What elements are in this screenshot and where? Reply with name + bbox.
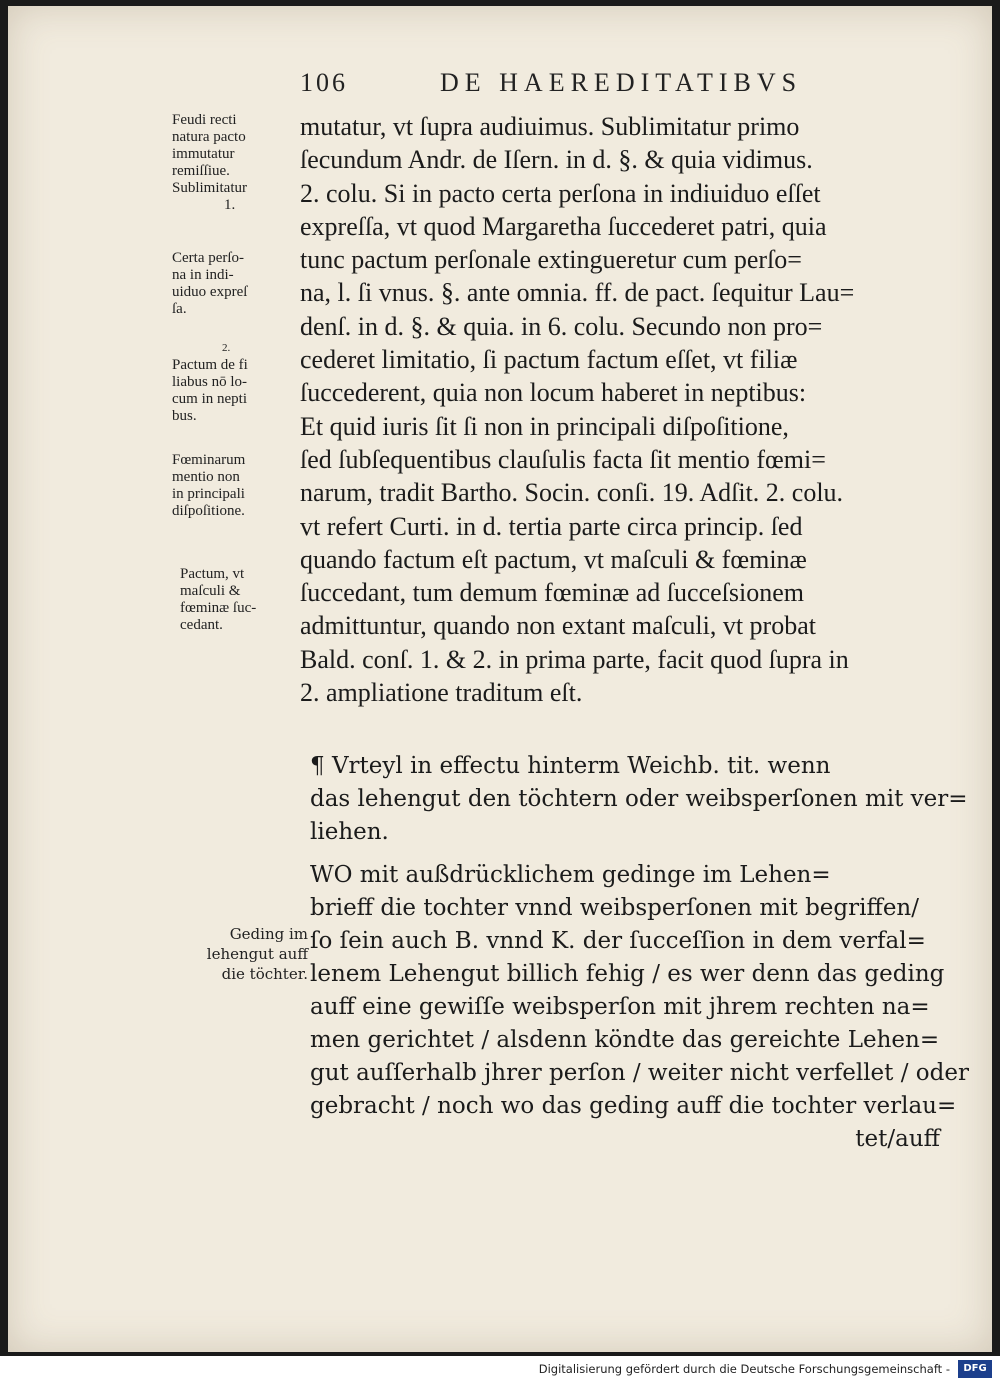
spacer <box>310 849 950 859</box>
margin-note-certa-persona <box>172 250 292 318</box>
margin-note-line: cedant. <box>180 617 223 633</box>
german-heading-line: ¶ Vrteyl in effectu hinterm Weichb. tit. wenn <box>310 753 831 779</box>
margin-note-line: liabus nō lo- <box>172 374 247 390</box>
german-text-line: men gerichtet / alsdenn köndte das gereichte Lehen= <box>310 1027 940 1053</box>
margin-note-line: ſa. <box>172 301 187 317</box>
margin-note-line: 2. <box>222 342 231 354</box>
page-number: 106 <box>300 68 348 97</box>
text-line: ſed ſubſequentibus clauſulis facta ſit mentio fœmi= <box>300 444 826 474</box>
text-line: expreſſa, vt quod Margaretha ſuccederet patri, quia <box>300 211 827 241</box>
text-line: Et quid iuris ſit ſi non in principali diſpoſitione, <box>300 411 789 441</box>
margin-note-line: Certa perſo- <box>172 250 245 266</box>
german-text-line: auff eine gewiſſe weibsperſon mit jhrem rechten na= <box>310 994 930 1020</box>
margin-note-line: cum in nepti <box>172 391 247 407</box>
margin-note-line: mentio non <box>172 469 240 485</box>
margin-note-line: Fœminarum <box>172 452 246 468</box>
margin-note-line: natura pacto <box>172 129 246 145</box>
german-text-block <box>310 750 969 1156</box>
margin-note-line: Pactum, vt <box>180 566 245 582</box>
german-text-line: gut auſſerhalb jhrer perſon / weiter nicht verfellet / oder <box>310 1060 969 1086</box>
text-line: denſ. in d. §. & quia. in 6. colu. Secundo non pro= <box>300 311 823 341</box>
margin-note-line: die töchter. <box>221 965 308 983</box>
latin-text-block <box>300 110 955 709</box>
margin-note-pactum-masculi <box>180 566 300 634</box>
text-line: 2. colu. Si in pacto certa perſona in indiuiduo eſſet <box>300 178 821 208</box>
german-text-line: lenem Lehengut billich fehig / es wer denn das geding <box>310 961 945 987</box>
margin-note-line: maſculi & <box>180 583 241 599</box>
margin-note-line: uiduo expreſ <box>172 284 248 300</box>
margin-note-line: 1. <box>224 197 236 213</box>
margin-note-geding <box>178 924 308 984</box>
margin-note-line: bus. <box>172 408 197 424</box>
page-header <box>300 68 860 108</box>
margin-note-line: Feudi recti <box>172 112 237 128</box>
german-heading-line: das lehengut den töchtern oder weibsperſonen mit ver= <box>310 786 968 812</box>
margin-note-line: lehengut auff <box>206 945 308 963</box>
margin-note-line: in principali <box>172 486 245 502</box>
text-line: cederet limitatio, ſi pactum factum eſſet, vt filiæ <box>300 345 798 375</box>
margin-note-pactum-filiabus <box>172 340 292 425</box>
funding-notice: Digitalisierung gefördert durch die Deutsche Forschungsgemeinschaft - <box>538 1362 950 1376</box>
text-line: mutatur, vt ſupra audiuimus. Sublimitatur primo <box>300 112 800 141</box>
margin-note-line: Sublimitatur <box>172 180 247 196</box>
margin-note-line: immutatur <box>172 146 235 162</box>
text-line: admittuntur, quando non extant maſculi, vt probat <box>300 611 816 641</box>
margin-note-line: Geding im <box>229 925 308 943</box>
footer-bar <box>0 1356 1000 1384</box>
text-line: ſecundum Andr. de Iſern. in d. §. & quia vidimus. <box>300 145 813 175</box>
text-line: vt refert Curti. in d. tertia parte circa princip. ſed <box>300 511 803 541</box>
text-line: tunc pactum perſonale extingueretur cum perſo= <box>300 245 802 275</box>
text-line: narum, tradit Bartho. Socin. conſi. 19. Adſit. 2. colu. <box>300 478 844 508</box>
text-line: ſuccedant, tum demum fœminæ ad ſucceſsionem <box>300 578 804 608</box>
margin-note-line: fœminæ ſuc- <box>180 600 257 616</box>
german-heading-line: liehen. <box>310 819 389 845</box>
margin-note-foeminarum <box>172 452 292 520</box>
german-text-line: ſo ſein auch B. vnnd K. der ſucceſſion in dem verfal= <box>310 928 926 954</box>
margin-note-line: na in indi- <box>172 267 234 283</box>
german-text-line: brieff die tochter vnnd weibsperſonen mit begriffen/ <box>310 895 919 921</box>
running-head: DE HAEREDITATIBVS <box>440 68 803 97</box>
margin-note-line: Pactum de fi <box>172 357 248 373</box>
text-line: Bald. conſ. 1. & 2. in prima parte, facit quod ſupra in <box>300 644 849 674</box>
dfg-logo: DFG <box>958 1360 992 1378</box>
catchword: tet/auff <box>855 1126 940 1152</box>
german-text-line: WO mit außdrücklichem gedinge im Lehen= <box>310 862 831 888</box>
margin-note-line: diſpoſitione. <box>172 503 245 519</box>
text-line: 2. ampliatione traditum eſt. <box>300 678 583 708</box>
text-line: na, l. ſi vnus. §. ante omnia. ff. de pact. ſequitur Lau= <box>300 278 855 308</box>
margin-note-line: remiſſiue. <box>172 163 230 179</box>
german-text-line: gebracht / noch wo das geding auff die tochter verlau= <box>310 1093 957 1119</box>
margin-note-feudi <box>172 112 292 214</box>
text-line: quando factum eſt pactum, vt maſculi & fœminæ <box>300 544 807 574</box>
text-line: ſuccederent, quia non locum haberet in neptibus: <box>300 378 807 408</box>
